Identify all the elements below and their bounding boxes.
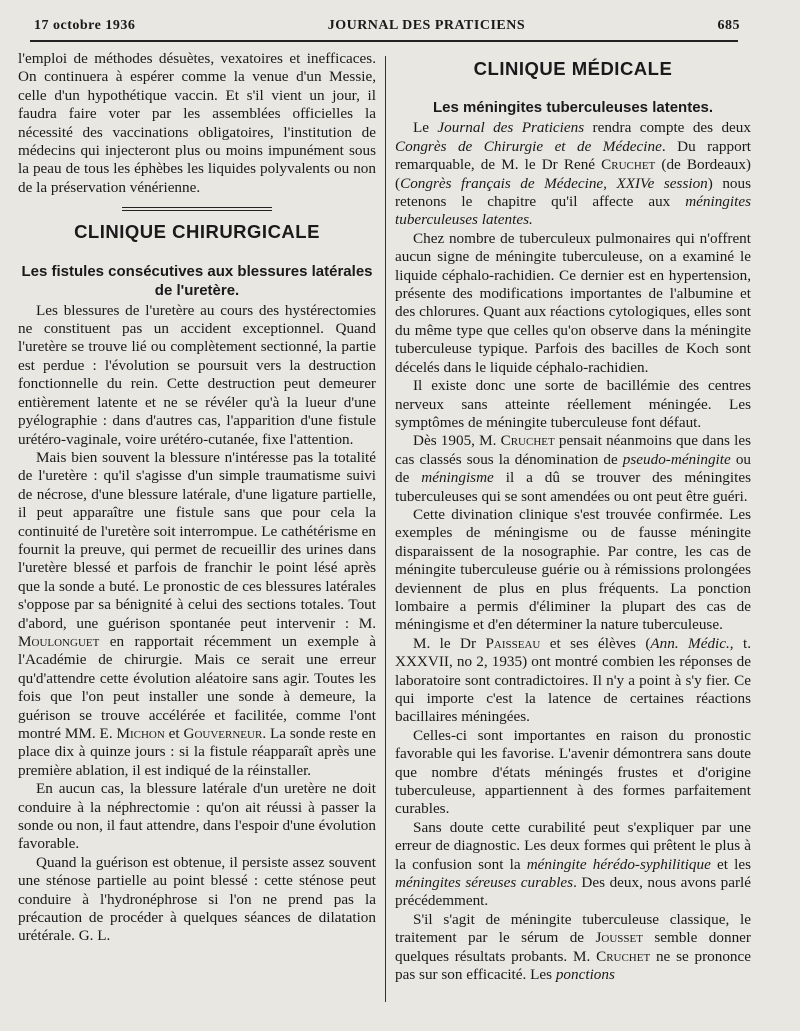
- header-date: 17 octobre 1936: [34, 18, 136, 33]
- paragraph: Cette divination clinique s'est trouvée confirmée. Les exemples de méningisme ou de fausse méningite disparaissent de la nosographie. Par contre, les cas de méningite tuberculeuse guérie ou à rémissions prolongées deviennent de plus en plus fréquents. La ponction lombaire a permis d'éliminer la plupart des cas de méningisme et d'en déterminer la nature tuberculeuse.: [395, 505, 751, 634]
- author-name: Cruchet: [596, 947, 651, 965]
- author-name: Michon: [116, 725, 165, 742]
- page-header: [34, 18, 740, 38]
- author-name: Cruchet: [601, 156, 656, 174]
- header-page-number: 685: [717, 18, 740, 33]
- paragraph: En aucun cas, la blessure latérale d'un uretère ne doit conduire à la néphrectomie : qu'on ait réussi à passer la sonde ou non, il faut attendre, dans l'espoir d'une évolution favorable.: [18, 780, 376, 853]
- article-title-fistules: Les fistules consécutives aux blessures latérales de l'uretère.: [21, 262, 373, 299]
- author-name: Cruchet: [500, 432, 555, 450]
- paragraph: Le Journal des Praticiens rendra compte des deux Congrès de Chirurgie et de Médecine. Du rapport remarquable, de M. le Dr René Cruchet (de Bordeaux) (Congrès français de Médecine, XXIVe session) nous retenons le chapitre qu'il affecte aux méningites tuberculeuses latentes.: [395, 119, 752, 229]
- author-name: Gouverneur: [183, 725, 263, 742]
- paragraph: Les blessures de l'uretère au cours des hystérectomies ne constituent pas un accident exceptionnel. Quand l'uretère se trouve lié ou complètement sectionné, la partie est perdue : l'évolution se poursuit vers la destruction fonctionnelle du rein. Cette destruction peut demeurer entièrement latente et ne se révéler qu'à la lueur d'une pyélographie : dans d'autres cas, l'apparition d'une fistule urétéro-vaginale, voire urétéro-cutanée, fixe l'attention.: [18, 301, 376, 448]
- continued-paragraph: l'emploi de méthodes désuètes, vexatoires et inefficaces. On continuera à espérer comme la venue d'un Messie, celle d'un hypothétique vaccin. Et s'il vient un jour, il faudra faire voter par les assemblées officielles la nécessité des vaccinations obligatoires, l'institution de médecins qui injecteront plus ou moins impunément sous la peau de tous les éphèbes les liquides polyvalents ou non de la préservation vénérienne.: [18, 50, 376, 196]
- author-name: Jousset: [595, 929, 643, 947]
- author-name: Moulonguet: [18, 632, 100, 650]
- header-journal-title: JOURNAL DES PRATICIENS: [327, 18, 526, 33]
- author-name: Paisseau: [485, 634, 541, 652]
- section-heading-surgery: CLINIQUE CHIRURGICALE: [74, 221, 320, 243]
- paragraph: Celles-ci sont importantes en raison du pronostic favorable qui les favorise. L'avenir démontrera sans doute que nombre d'états méningés frustes et d'origine tuberculeuse, appartiennent à des formes parfaitement curables.: [395, 726, 751, 818]
- column-divider: [385, 56, 386, 1002]
- left-column: [18, 50, 376, 946]
- section-heading-medicine: CLINIQUE MÉDICALE: [473, 58, 673, 79]
- signature: G. L.: [78, 927, 111, 945]
- header-rule: [30, 40, 738, 42]
- paragraph: Quand la guérison est obtenue, il persiste assez souvent une sténose partielle au point blessé : cette sténose peut conduire à l'hydronéphrose si l'on ne prend pas la précaution de procéder à quelques séances de dilatation urétérale. G. L.: [18, 853, 376, 945]
- paragraph: S'il s'agit de méningite tuberculeuse classique, le traitement par le sérum de Jousset semble donner quelques résultats probants. M. Cruchet ne se prononce pas sur son efficacité. Les ponctions: [395, 910, 751, 984]
- paragraph: Dès 1905, M. Cruchet pensait néanmoins que dans les cas classés sous la dénomination de pseudo-méningite ou de méningisme il a dû se trouver des méningites tuberculeuses qui se sont amendées ou ont peut être guéri.: [395, 432, 752, 505]
- article-title-meningites: Les méningites tuberculeuses latentes.: [432, 99, 714, 117]
- paragraph: Sans doute cette curabilité peut s'expliquer par une erreur de diagnostic. Les deux formes qui prêtent le plus à la confusion sont la méningite hérédo-syphilitique et les méningites séreuses curables. Des deux, nous avons parlé précédemment.: [395, 818, 751, 910]
- section-separator: [122, 207, 272, 211]
- paragraph: M. le Dr Paisseau et ses élèves (Ann. Médic., t. XXXVII, no 2, 1935) ont montré combien les réponses de laboratoire sont contradictoires. Il n'y a point à s'y fier. Ce qui importe c'est la latence de certaines réactions bacillaires méningées.: [395, 634, 751, 726]
- right-column: [395, 50, 751, 985]
- paragraph: Chez nombre de tuberculeux pulmonaires qui n'offrent aucun signe de méningite tuberculeuse, on a examiné le liquide céphalo-rachidien. Ce dernier est en hypertension, présente des modifications importantes de l'albumine et des chlorures. Quant aux réactions cytologiques, elles sont du même type que celles qu'on observe dans la méningite tuberculeuse typique. Parfois des bacilles de Koch sont décelés dans le liquide céphalo-rachidien.: [395, 229, 751, 376]
- paragraph: Il existe donc une sorte de bacillémie des centres nerveux sans atteinte réellement méningée. Les symptômes de méningite tuberculeuse font défaut.: [395, 377, 751, 431]
- paragraph: Mais bien souvent la blessure n'intéresse pas la totalité de l'uretère : qu'il s'agisse d'un simple traumatisme suivi de nécrose, d'une blessure latérale, d'une ligature partielle, il peut apparaître une fistule sans que pour cela la continuité de l'uretère soit interrompue. Le cathétérisme en fournit la preuve, qui permet de recueillir des urines dans l'uretère blessé et parfois de franchir le point lésé après que la sonde a buté. Le pronostic de ces blessures latérales s'oppose par sa bénignité à celui des sections totales. Tout d'abord, une guérison spontanée peut intervenir : M. Moulonguet en rapportait récemment un exemple à l'Académie de chirurgie. Mais ce serait une erreur qu'd'attendre cette évolution aléatoire sans agir. Toutes les fois que l'on peut installer une sonde à demeure, la guérison se trouve accélérée et facilitée, comme l'ont montré MM. E. Michon et Gouverneur. La sonde reste en place dix à quinze jours : si la fistule réapparaît après une première ablation, il est indiqué de la réinstaller.: [18, 448, 376, 779]
